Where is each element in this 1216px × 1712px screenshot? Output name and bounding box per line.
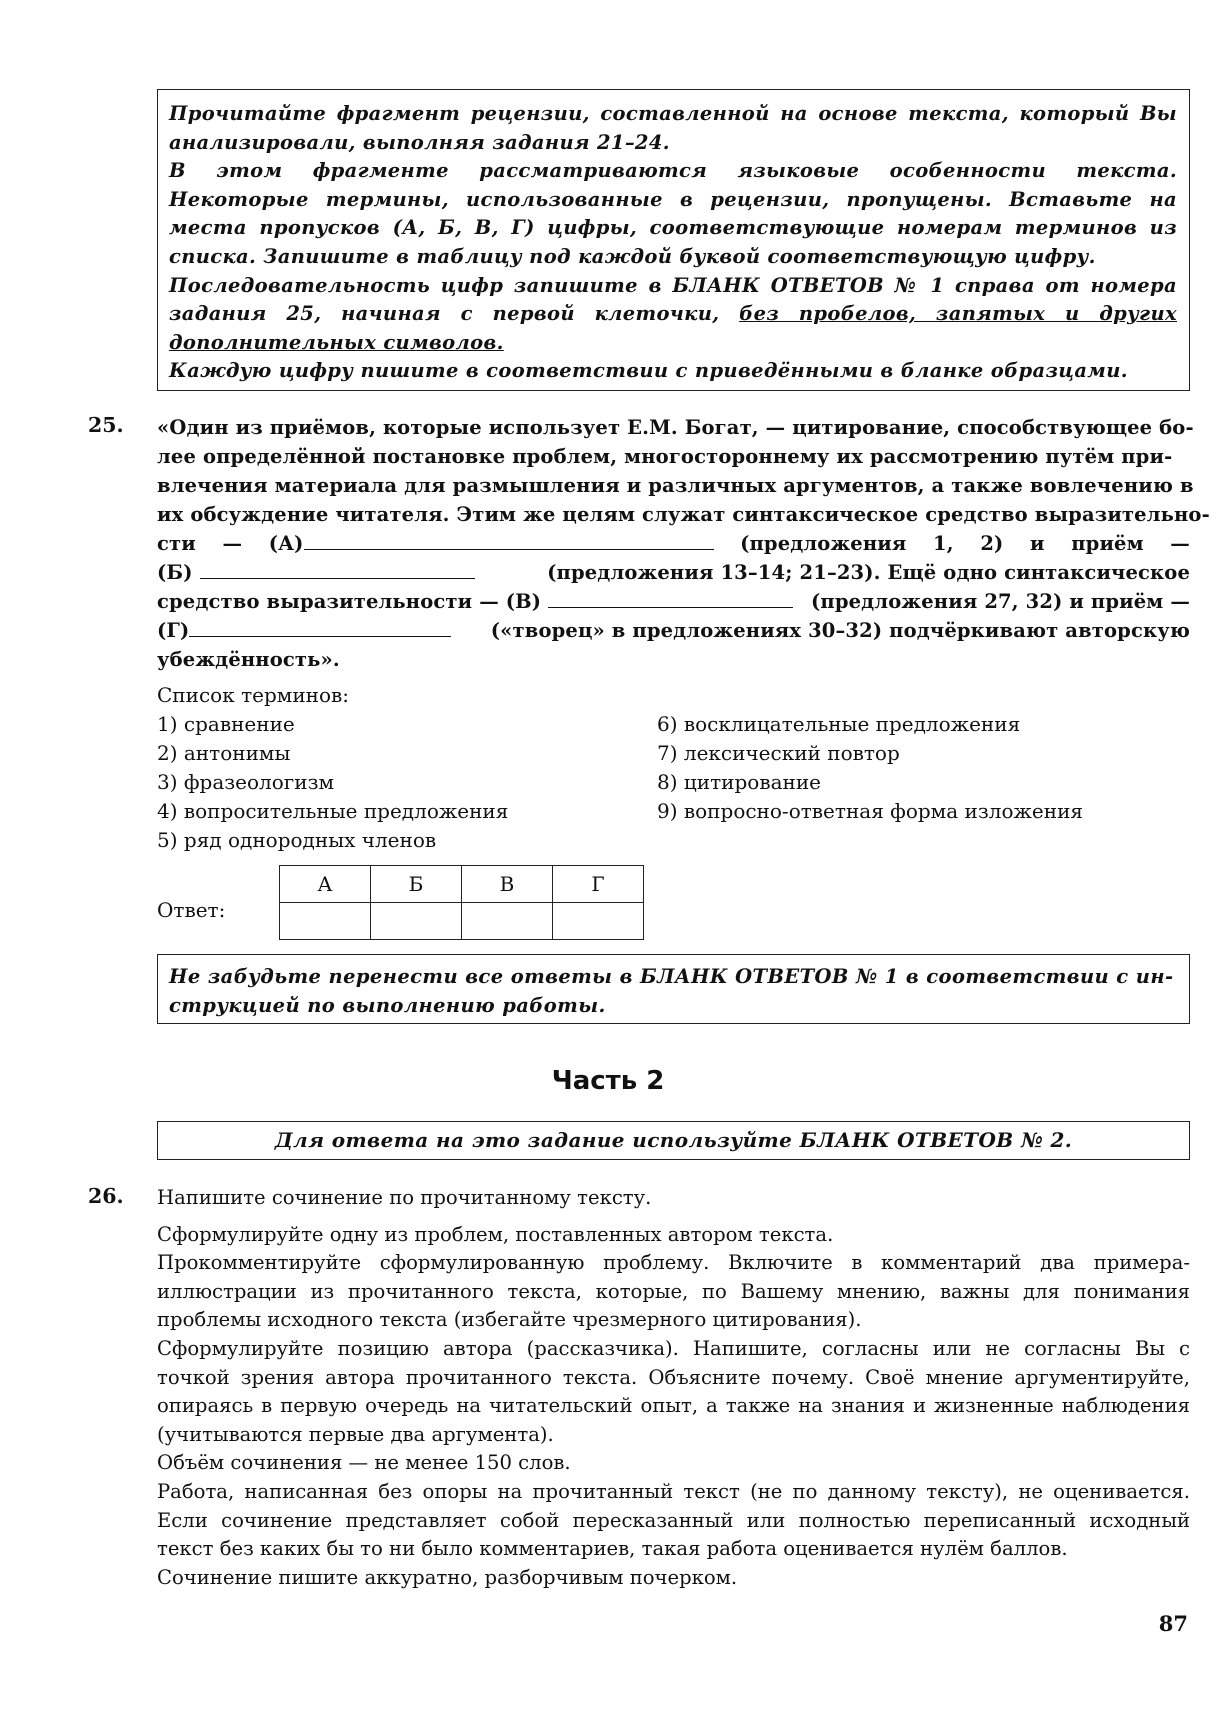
- task-26-paragraph: Работа, написанная без опоры на прочитанный текст (не по данному тексту), не оценивается. Если сочинение представляет собой пересказанный или полностью переписанный исходный текст без каких бы то ни было комментариев, такая работа оценивается нулём баллов.: [157, 1479, 1190, 1561]
- part-title: Часть 2: [551, 1066, 665, 1096]
- answer-label: Ответ:: [157, 898, 226, 922]
- term-item: 6) восклицательные предложения: [657, 712, 1021, 736]
- task-25-line: (Г) («творец» в предложениях 30–32) подчёркивают авторскую: [157, 616, 1190, 645]
- task-25-line: их обсуждение читателя. Этим же целям служат синтаксическое средство выразительно-: [157, 503, 1210, 526]
- answer-header-b: Б: [371, 866, 462, 903]
- answer-cell-v[interactable]: [462, 903, 553, 940]
- page-number: 87: [1158, 1611, 1188, 1636]
- term-item: 2) антонимы: [157, 741, 291, 765]
- blank-g[interactable]: [189, 616, 451, 637]
- answer-cell-a[interactable]: [280, 903, 371, 940]
- answer-cell-b[interactable]: [371, 903, 462, 940]
- task-25-line: (Б) (предложения 13–14; 21–23). Ещё одно синтаксическое: [157, 558, 1190, 587]
- instruction-box: [157, 89, 1190, 391]
- blank-v[interactable]: [548, 587, 793, 608]
- term-item: 8) цитирование: [657, 770, 821, 794]
- answer-form-note: Для ответа на это задание используйте БЛАНК ОТВЕТОВ № 2.: [157, 1121, 1190, 1160]
- task-26-paragraph: Сформулируйте позицию автора (рассказчика). Напишите, согласны или не согласны Вы с точкой зрения автора прочитанного текста. Объясните почему. Своё мнение аргументируйте, опираясь в первую очередь на читательский опыт, а также на знания и жизненные наблюдения (учитываются первые два аргумента).: [157, 1336, 1190, 1446]
- reminder-line: Не забудьте перенести все ответы в БЛАНК ОТВЕТОВ № 1 в соответствии с ин-: [169, 965, 1174, 988]
- task-25-line: лее определённой постановке проблем, многостороннему их рассмотрению путём при-: [157, 445, 1173, 468]
- term-item: 7) лексический повтор: [657, 741, 900, 765]
- task-26-number: 26.: [88, 1184, 124, 1208]
- answer-header-a: А: [280, 866, 371, 903]
- task-26-paragraph: Объём сочинения — не менее 150 слов.: [157, 1451, 571, 1475]
- task-25-line: средство выразительности — (В) (предложения 27, 32) и приём —: [157, 587, 1190, 616]
- term-item: 4) вопросительные предложения: [157, 799, 509, 823]
- term-item: 1) сравнение: [157, 712, 295, 736]
- terms-heading: Список терминов:: [157, 683, 350, 707]
- task-25-text: [157, 413, 1210, 674]
- reminder-box: [157, 954, 1190, 1024]
- blank-b[interactable]: [200, 558, 475, 579]
- task-26-paragraph: Сочинение пишите аккуратно, разборчивым почерком.: [157, 1565, 738, 1589]
- task-26-text: [157, 1184, 1190, 1592]
- task-25-number: 25.: [88, 413, 124, 437]
- term-item: 5) ряд однородных членов: [157, 828, 437, 852]
- term-item: 9) вопросно-ответная форма изложения: [657, 799, 1084, 823]
- answer-header-v: В: [462, 866, 553, 903]
- instruction-p2: В этом фрагменте рассматриваются языковые особенности текста. Некоторые термины, использованные в рецензии, пропущены. Вставьте на места пропусков (А, Б, В, Г) цифры, соответствующие номерам терминов из списка. Запишите в таблицу под каждой буквой соответствующую цифру.: [169, 159, 1177, 268]
- answer-table: [279, 865, 644, 940]
- task-26-paragraph: Напишите сочинение по прочитанному тексту.: [157, 1186, 652, 1209]
- instruction-underlined: без пробелов, запятых и других дополнительных символов.: [169, 302, 1177, 354]
- task-25-line: «Один из приёмов, которые использует Е.М. Богат, — цитирование, способствующее бо-: [157, 416, 1194, 439]
- answer-cell-g[interactable]: [553, 903, 644, 940]
- instruction-p1: Прочитайте фрагмент рецензии, составленной на основе текста, который Вы анализировали, выполняя задания 21–24.: [169, 102, 1177, 154]
- instruction-p4: Каждую цифру пишите в соответствии с приведёнными в бланке образцами.: [169, 359, 1128, 383]
- answer-header-g: Г: [553, 866, 644, 903]
- instruction-p3: Последовательность цифр запишите в БЛАНК ОТВЕТОВ № 1 справа от номера задания 25, начиная с первой клеточки, без пробелов, запятых и других дополнительных символов.: [169, 273, 1177, 354]
- task-25-line: сти — (А) (предложения 1, 2) и приём —: [157, 529, 1190, 558]
- task-26-paragraph: Прокомментируйте сформулированную проблему. Включите в комментарий два примера-иллюстрации из прочитанного текста, которые, по Вашему мнению, важны для понимания проблемы исходного текста (избегайте чрезмерного цитирования).: [157, 1251, 1190, 1332]
- task-25-line: влечения материала для размышления и различных аргументов, а также вовлечению в: [157, 474, 1194, 497]
- term-item: 3) фразеологизм: [157, 770, 335, 794]
- reminder-line: струкцией по выполнению работы.: [169, 993, 606, 1017]
- blank-a[interactable]: [304, 529, 714, 550]
- task-26-paragraph: Сформулируйте одну из проблем, поставленных автором текста.: [157, 1222, 834, 1246]
- task-25-line: убеждённость».: [157, 648, 340, 671]
